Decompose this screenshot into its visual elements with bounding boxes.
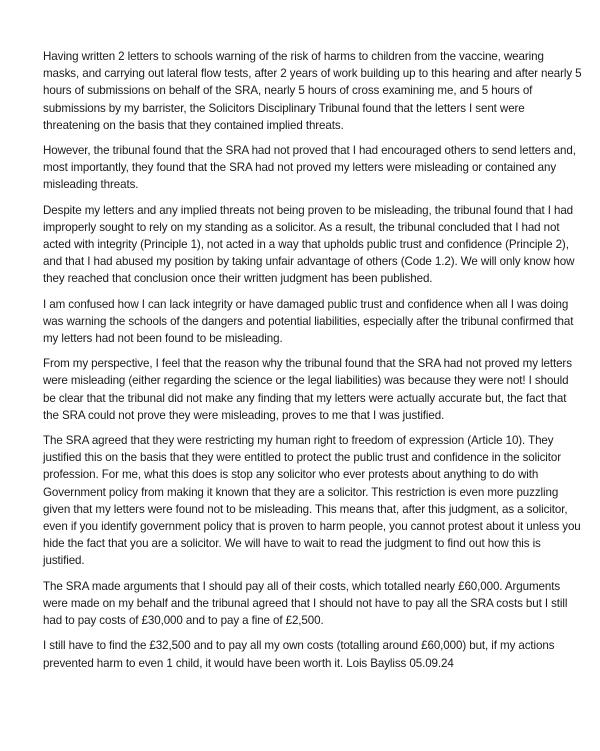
paragraph-freedom-of-expression: The SRA agreed that they were restricting my human right to freedom of expression (Article 10). They justified this on the basis that they were entitled to protect the public trust and confidence in the solicitor profession. For me, what this does is stop any solicitor who ever protests about anything to do with Government policy from making it known that they are a solicitor. This restriction is even more puzzling given that my letters were found not to be misleading. This means that, after this judgment, as a solicitor, even if you identify government policy that is proven to harm people, you cannot protest about it unless you hide the fact that you are a solicitor. We will have to wait to read the judgment to find out how this is justified. (43, 434, 581, 568)
statement-document (43, 48, 583, 680)
paragraph-integrity-finding: Despite my letters and any implied threats not being proven to be misleading, the tribunal found that I had improperly sought to rely on my standing as a solicitor. As a result, the tribunal concluded that I had not acted with integrity (Principle 1), not acted in a way that upholds public trust and confidence (Principle 2), and that I had abused my position by taking unfair advantage of others (Code 1.2). We will only know how they reached that conclusion once their written judgment has been published. (43, 203, 575, 286)
paragraph-costs: The SRA made arguments that I should pay all of their costs, which totalled nearly £60,000. Arguments were made on my behalf and the tribunal agreed that I should not have to pay all the SRA costs but I still had to pay costs of £30,000 and to pay a fine of £2,500. (43, 579, 568, 628)
paragraph-not-proved-misleading: However, the tribunal found that the SRA had not proved that I had encouraged others to send letters and, most importantly, they found that the SRA had not proved my letters were misleading or contained any misleading threats. (43, 144, 576, 192)
paragraph-perspective: From my perspective, I feel that the reason why the tribunal found that the SRA had not proved my letters were misleading (either regarding the science or the legal liabilities) was because they were not! I should be clear that the tribunal did not make any finding that my letters were actually accurate but, the fact that the SRA could not prove they were misleading, proves to me that I was justified. (43, 357, 572, 422)
paragraph-closing-signature: I still have to find the £32,500 and to pay all my own costs (totalling around £60,000) but, if my actions prevented harm to even 1 child, it would have been worth it. Lois Bayliss 05.09.24 (43, 639, 555, 670)
paragraph-hearing-outcome: Having written 2 letters to schools warning of the risk of harms to children from the vaccine, wearing masks, and carrying out lateral flow tests, after 2 years of work building up to this hearing and after nearly 5 hours of submissions on behalf of the SRA, nearly 5 hours of cross examining me, and 5 hours of submissions by my barrister, the Solicitors Disciplinary Tribunal found that the letters I sent were threatening on the basis that they contained implied threats. (43, 50, 582, 132)
paragraph-confusion: I am confused how I can lack integrity or have damaged public trust and confidence when all I was doing was warning the schools of the dangers and potential liabilities, especially after the tribunal confirmed that my letters had not been found to be misleading. (43, 297, 574, 346)
